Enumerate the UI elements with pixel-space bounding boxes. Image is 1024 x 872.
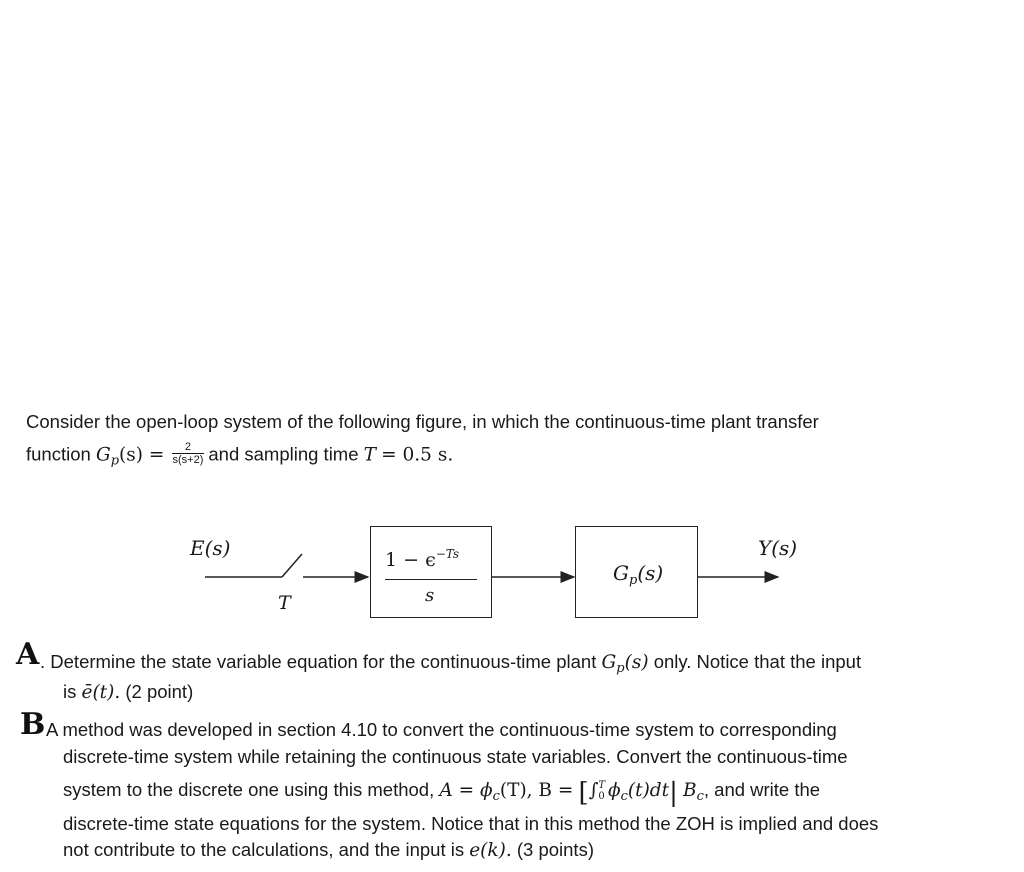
zoh-fraction-bar bbox=[385, 579, 477, 580]
fraction-numerator: 2 bbox=[184, 441, 191, 453]
qb-integrand-arg: (t)dt bbox=[627, 780, 670, 801]
block-diagram bbox=[0, 520, 1024, 630]
sampling-T-value: = 0.5 s. bbox=[381, 444, 454, 466]
question-b-line-2: discrete-time system while retaining the continuous state variables. Convert the continuous-time bbox=[63, 746, 848, 767]
qb-input-symbol: e(k). bbox=[469, 840, 512, 861]
question-a-line-1 bbox=[40, 651, 861, 676]
qb-integrand-sub: c bbox=[620, 789, 628, 804]
qb-A-sub: c bbox=[492, 789, 500, 804]
qb-int-lower: 0 bbox=[598, 791, 605, 803]
sampling-T: T bbox=[363, 444, 376, 466]
question-b-line-5 bbox=[63, 839, 594, 861]
question-b-line-4: discrete-time state equations for the system. Notice that in this method the ZOH is implied and does bbox=[63, 813, 879, 834]
plant-sub: p bbox=[628, 573, 638, 588]
gp-sub: p bbox=[110, 453, 120, 469]
plant-label bbox=[613, 561, 663, 588]
zoh-denominator: s bbox=[425, 585, 435, 606]
qa-is: is bbox=[63, 681, 77, 702]
qa-input-symbol: ē(t). bbox=[81, 682, 121, 703]
qb-input-text: not contribute to the calculations, and the input is bbox=[63, 839, 465, 860]
qb-points: (3 points) bbox=[516, 839, 594, 860]
qb-A-arg: (T), B = bbox=[499, 780, 574, 801]
qb-right-bracket: | bbox=[669, 778, 678, 808]
qb-A-eq: A = ϕ bbox=[439, 780, 493, 801]
qa-gp-sub: p bbox=[616, 661, 625, 676]
gp-arg: (s) = bbox=[119, 444, 165, 466]
transfer-fraction bbox=[172, 441, 205, 466]
question-a-text: . Determine the state variable equation for the continuous-time plant bbox=[40, 651, 597, 672]
fraction-denominator: s(s+2) bbox=[172, 454, 204, 466]
zoh-block bbox=[370, 526, 492, 618]
qb-integrand: ϕ bbox=[608, 780, 621, 801]
diagram-wires bbox=[0, 520, 1024, 630]
intro-line-1: Consider the open-loop system of the following figure, in which the continuous-time plant transfer bbox=[26, 411, 819, 432]
plant-symbol: G bbox=[613, 561, 629, 585]
question-b-line-1: A method was developed in section 4.10 to convert the continuous-time system to corresponding bbox=[46, 719, 837, 740]
question-a-line-2 bbox=[63, 681, 193, 703]
gp-symbol: G bbox=[95, 444, 111, 466]
question-b-letter: B bbox=[20, 707, 46, 742]
qb-B-symbol: B bbox=[682, 780, 697, 801]
function-word: function bbox=[26, 443, 91, 465]
plant-block bbox=[575, 526, 698, 618]
zoh-num-exponent: −Ts bbox=[435, 547, 460, 561]
qb-integral-limits bbox=[598, 780, 605, 802]
qb-left-bracket: [ bbox=[578, 778, 589, 808]
qa-points: (2 point) bbox=[125, 681, 194, 702]
plant-arg: (s) bbox=[637, 561, 664, 585]
sampling-text: and sampling time bbox=[208, 443, 359, 465]
qb-B-sub: c bbox=[696, 789, 704, 804]
sampler-switch bbox=[282, 554, 302, 577]
question-a-text-end: only. Notice that the input bbox=[653, 651, 862, 672]
qb-int-upper: T bbox=[598, 780, 606, 792]
sampler-label: T bbox=[278, 592, 291, 614]
zoh-num-base: 1 − ϵ bbox=[385, 549, 436, 571]
output-label: Y(s) bbox=[758, 536, 798, 560]
qa-gp-symbol: G bbox=[601, 652, 617, 673]
question-a-letter: A bbox=[16, 637, 40, 672]
zoh-numerator bbox=[385, 547, 459, 571]
qb-method-text: system to the discrete one using this method, bbox=[63, 779, 435, 800]
question-b-line-3 bbox=[63, 778, 820, 808]
qb-write-text: , and write the bbox=[703, 779, 821, 800]
intro-line-2 bbox=[26, 443, 453, 468]
qb-integral: ∫ bbox=[588, 780, 599, 801]
qa-gp-arg: (s) bbox=[624, 652, 649, 673]
input-label: E(s) bbox=[190, 536, 231, 560]
